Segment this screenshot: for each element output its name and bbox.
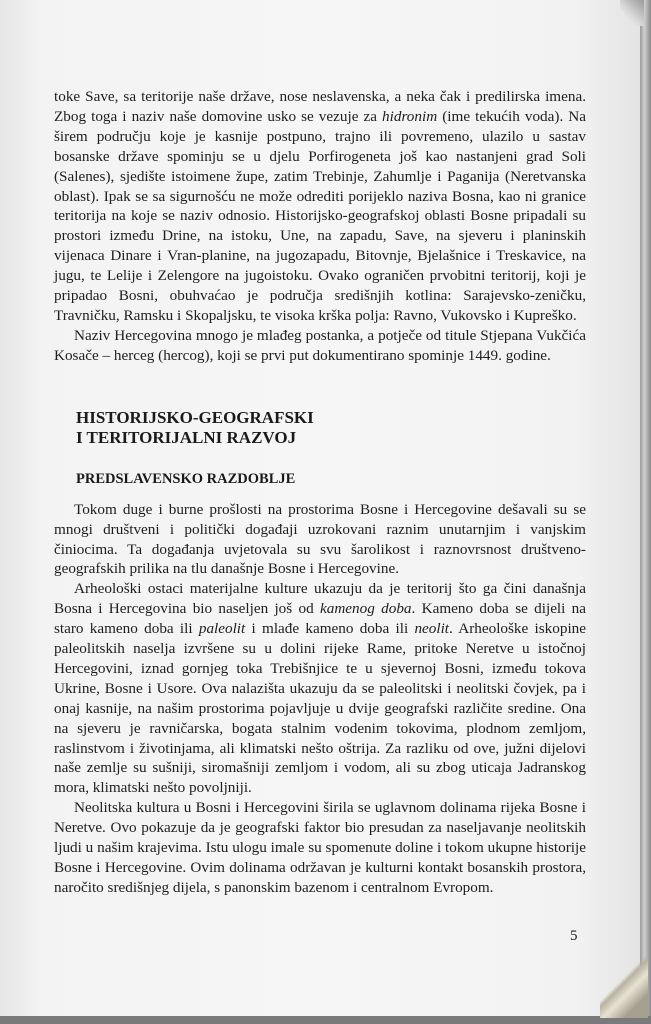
- scan-bottom-edge: [0, 1016, 651, 1024]
- text-run: Tokom duge i burne prošlosti na prostorima Bosne i Hercegovine dešavali su se mnogi društveni i politički događaji uzrokovani raznim unutarnjim i vanjskim činiocima. Ta događanja uvjetovala su svu šarolikost i raznovrsnost društveno-geografskih prilika na tlu današnje Bosne i Hercegovine.: [54, 500, 586, 578]
- italic-term: hidronim: [382, 107, 438, 125]
- text-run: . Arheološke iskopine paleolitskih naselja izvršene su u dolini rijeke Rame, pritoke Neretve u istočnoj Hercegovini, iznad gornjeg toka Trebišnjice te u sjevernoj Bosni, između tokova Ukrine, Bosne i Usore. Ova nalazišta ukazuju da se paleolitski i neolitski čovjek, pa i onaj kasnije, na našim prostorima pojavljuje u dvije geografski različite sredine. Ona na sjeveru je ravničarska, bogata stalnim vodenim tokovima, plodnom zemljom, raslinstvom i životinjama, ali klimatski nešto oštrija. Za razliku od ove, južni dijelovi naše zemlje su sušniji, siromašniji zemljom i vodom, ali su zbog uticaja Jadranskog mora, klimatski nešto povoljniji.: [54, 620, 586, 797]
- text-run: Neolitska kultura u Bosni i Hercegovini širila se uglavnom dolinama rijeka Bosne i Neretve. Ovo pokazuje da je geografski faktor bio presudan za naseljavanje neolitskih ljudi u našim krajevima. Istu ulogu imale su spomenute doline i tokom ukupne historije Bosne i Hercegovine. Ovim dolinama održavan je kulturni kontakt bosanskih prostora, naročito središnjeg dijela, s panonskim bazenom i centralnom Evropom.: [54, 799, 586, 896]
- text-run: Arheološki ostaci materijalne kulture ukazuju da je teritorij što ga čini današnja Bosna i Hercegovina bio naseljen još od: [54, 580, 586, 618]
- page-corner-top: [620, 0, 644, 26]
- body-paragraph: [54, 798, 586, 898]
- chapter-heading-line1: HISTORIJSKO-GEOGRAFSKI: [76, 407, 314, 427]
- chapter-heading-line2: I TERITORIJALNI RAZVOJ: [76, 427, 297, 447]
- italic-term: paleolit: [198, 620, 246, 638]
- page-text-block: [54, 87, 586, 898]
- body-paragraph: [54, 87, 586, 326]
- section-paragraphs: [54, 500, 586, 898]
- chapter-heading: [76, 408, 586, 448]
- section-heading: PREDSLAVENSKO RAZDOBLJE: [76, 470, 296, 487]
- text-run: (ime tekućih voda). Na širem području koje je kasnije postpuno, trajno ili povremeno, ulazilo u sastav bosanske države spominju se u djelu Porfirogeneta još kao nastanjeni grad Soli (Salenes), sjedište istoimene župe, zatim Trebinje, Zahumlje i Paganija (Neretvanska oblast). Ipak se sa sigurnošću ne može odrediti porijeklo naziva Bosna, kao ni granice teritorija na koje se naziv odnosio. Historijsko-geografskoj oblasti Bosne pripadali su prostori između Drine, na istoku, Une, na zapadu, Save, na sjeveru i planinskih vijenaca Dinare i Vran-planine, na jugozapadu, Bitovnje, Bjelašnice i Treskavice, na jugu, te Lelije i Zelengore na jugoistoku. Ovako ograničen prvobitni teritorij, koji je pripadao Bosni, obuhvaćao je područja središnjih kotlina: Sarajevsko-zeničku, Travničku, Ramsku i Skopaljsku, te visoka krška polja: Ravno, Vukovsko i Kupreško.: [54, 107, 587, 324]
- text-run: toke Save, sa teritorije naše države, nose neslavenska, a neka čak i predilirska imena. Zbog toga i naziv naše domovine usko se vezuje za: [54, 88, 586, 125]
- text-run: . Kameno doba se dijeli na staro kameno doba ili: [54, 600, 587, 638]
- page-number: 5: [570, 928, 578, 944]
- page-edge-shadow: [640, 0, 651, 1024]
- text-run: Naziv Hercegovina mnogo je mlađeg postanka, a potječe od titule Stjepana Vukčića Kosače – herceg (hercog), koji se prvi put dokumentirano spominje 1449. godine.: [54, 326, 586, 364]
- body-paragraph: [54, 579, 586, 798]
- italic-term: kamenog doba: [320, 600, 412, 618]
- intro-paragraphs: [54, 87, 586, 366]
- text-run: i mlađe kameno doba ili: [245, 620, 415, 638]
- body-paragraph: [54, 500, 586, 580]
- italic-term: neolit: [414, 620, 450, 638]
- body-paragraph: [54, 326, 586, 366]
